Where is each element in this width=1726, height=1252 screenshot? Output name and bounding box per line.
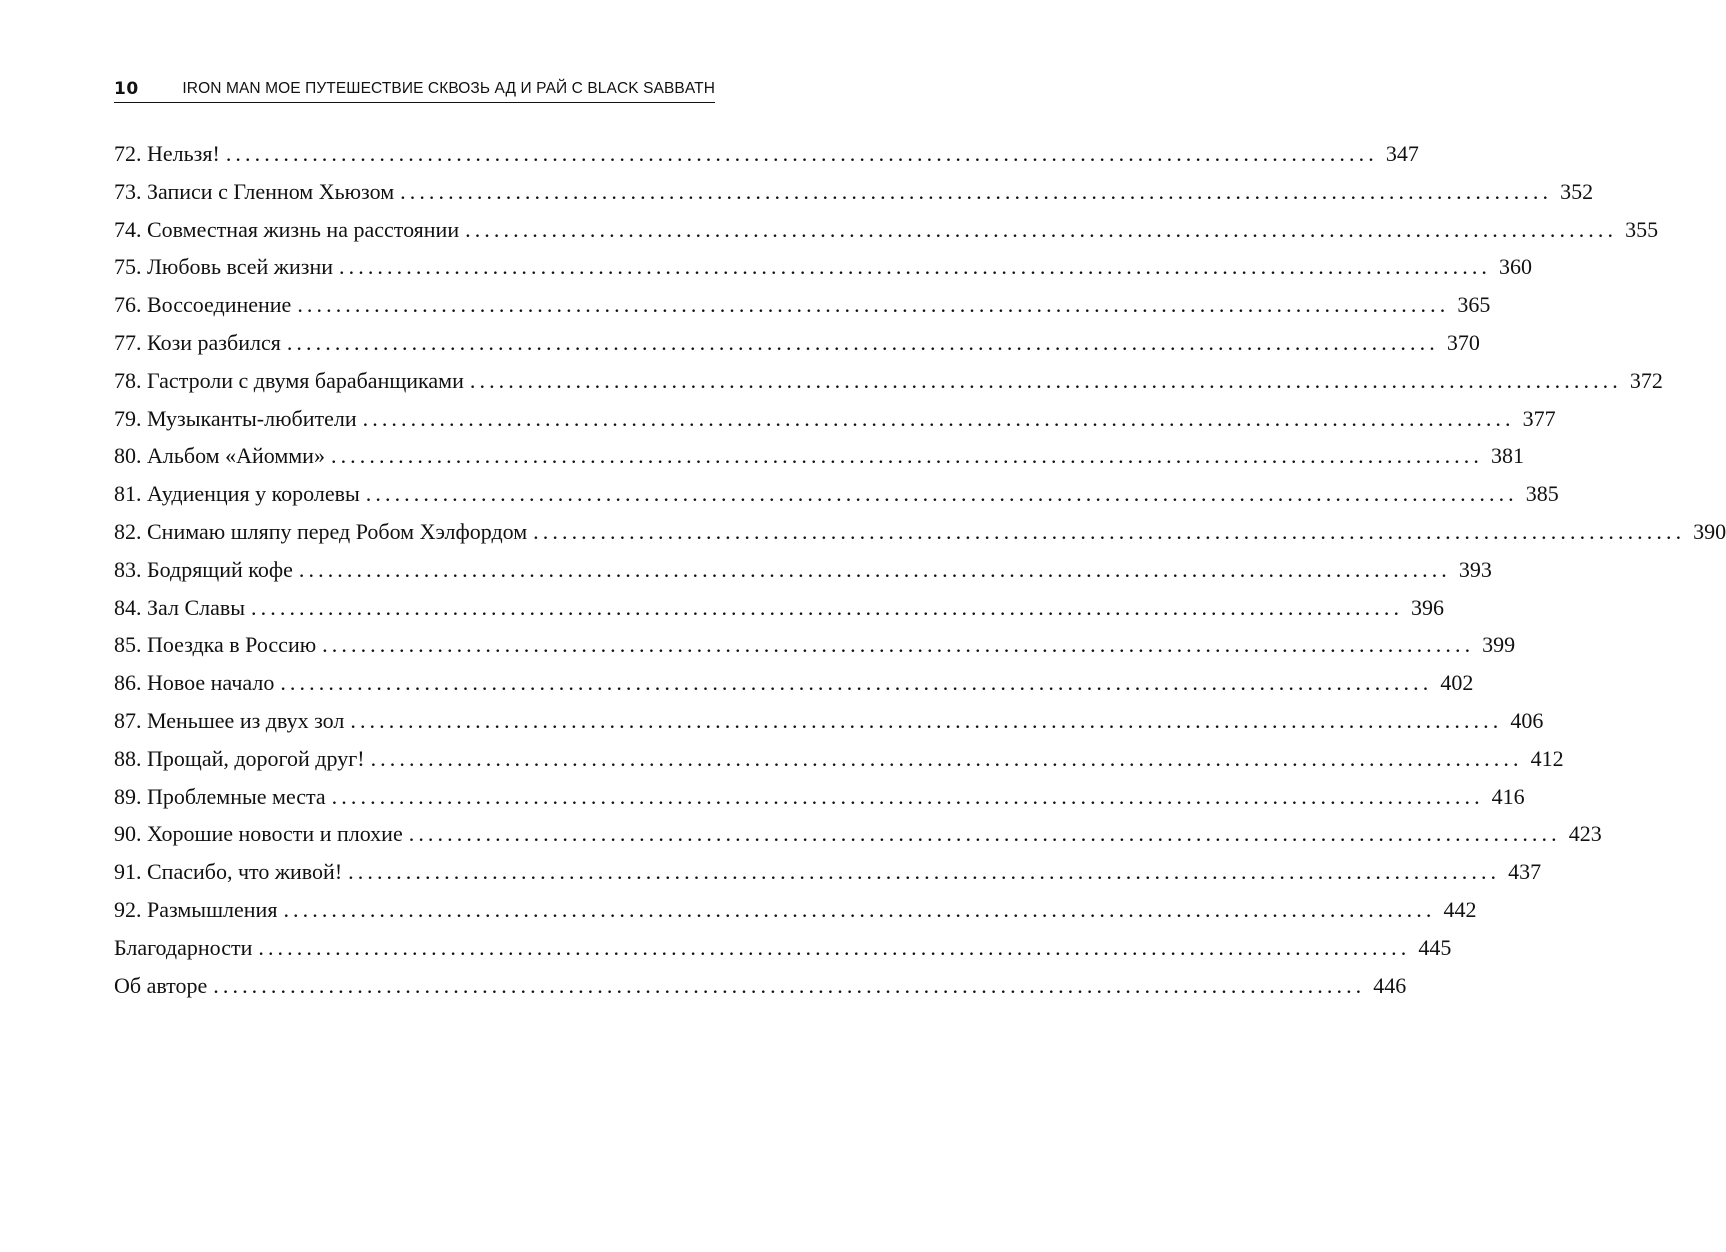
toc-entry-title: 81. Аудиенция у королевы [114,481,360,507]
toc-entry-title: 86. Новое начало [114,670,275,696]
toc-entry [114,740,1564,778]
toc-entry [114,475,1559,513]
running-header [114,76,715,103]
dot-leader: ........................................................................................................................ [533,518,1686,544]
toc-entry-page: 355 [1625,216,1659,242]
toc-entry [114,664,1474,702]
toc-entry [114,135,1419,173]
dot-leader: ........................................................................................................................ [322,632,1475,658]
toc-entry-title: 73. Записи с Гленном Хьюзом [114,178,395,204]
toc-entry [114,324,1480,362]
dot-leader: ........................................................................................................................ [297,292,1450,318]
toc-entry-title: 92. Размышления [114,896,278,922]
toc-entry-page: 360 [1499,254,1533,280]
dot-leader: ........................................................................................................................ [465,216,1618,242]
toc-entry-title: 90. Хорошие новости и плохие [114,821,403,847]
toc-entry-title: 84. Зал Славы [114,594,246,620]
dot-leader: ........................................................................................................................ [280,670,1433,696]
dot-leader: ........................................................................................................................ [400,178,1553,204]
toc-entry-page: 399 [1482,632,1516,658]
toc-entry-title: 76. Воссоединение [114,292,292,318]
toc-entry-page: 442 [1443,896,1477,922]
toc-entry-title: 89. Проблемные места [114,783,326,809]
toc-entry [114,967,1407,1005]
toc-entry [114,778,1525,816]
toc-entry-title: 91. Спасибо, что живой! [114,859,343,885]
running-title: IRON MAN МОЕ ПУТЕШЕСТВИЕ СКВОЗЬ АД И РАЙ С BLACK SABBATH [182,80,715,97]
toc-entry [114,437,1524,475]
toc-entry-page: 406 [1510,707,1544,733]
dot-leader: ........................................................................................................................ [365,481,1518,507]
toc-entry [114,211,1659,249]
toc-entry [114,853,1542,891]
toc-entry [114,513,1726,551]
dot-leader: ........................................................................................................................ [348,859,1501,885]
toc-entry-title: 75. Любовь всей жизни [114,254,334,280]
toc-entry-page: 385 [1525,481,1559,507]
dot-leader: ........................................................................................................................ [469,367,1622,393]
dot-leader: ........................................................................................................................ [258,934,1411,960]
toc-entry-title: 80. Альбом «Айомми» [114,443,325,469]
toc-entry [114,400,1556,438]
dot-leader: ........................................................................................................................ [330,443,1483,469]
dot-leader: ........................................................................................................................ [331,783,1484,809]
toc-entry-page: 402 [1440,670,1474,696]
toc-entry-page: 396 [1411,594,1445,620]
toc-entry-page: 423 [1568,821,1602,847]
toc-entry [114,248,1533,286]
toc-entry-title: 77. Кози разбился [114,329,281,355]
toc-entry [114,362,1663,400]
toc-entry [114,173,1594,211]
dot-leader: ........................................................................................................................ [350,707,1503,733]
dot-leader: ........................................................................................................................ [225,141,1378,166]
toc-entry-title: 79. Музыканты-любители [114,405,357,431]
page-number: 10 [114,79,139,99]
toc-entry-page: 437 [1508,859,1542,885]
toc-entry [114,815,1602,853]
toc-entry-page: 393 [1458,556,1492,582]
toc-entry-page: 390 [1693,518,1726,544]
dot-leader: ........................................................................................................................ [362,405,1515,431]
toc-entry-title: 87. Меньшее из двух зол [114,707,345,733]
dot-leader: ........................................................................................................................ [213,972,1366,998]
toc-entry-page: 352 [1560,178,1594,204]
toc-entry-page: 416 [1491,783,1525,809]
toc-entry-page: 445 [1418,934,1452,960]
toc-entry-title: 85. Поездка в Россию [114,632,317,658]
toc-entry-title: 74. Совместная жизнь на расстоянии [114,216,460,242]
toc-entry-title: 83. Бодрящий кофе [114,556,293,582]
toc-entry [114,626,1516,664]
toc-entry [114,891,1477,929]
toc-entry-title: 88. Прощай, дорогой друг! [114,745,365,771]
toc-entry [114,286,1491,324]
toc-entry-page: 377 [1522,405,1556,431]
toc-entry [114,551,1492,589]
toc-entry-page: 365 [1457,292,1491,318]
dot-leader: ........................................................................................................................ [408,821,1561,847]
toc-entry [114,589,1445,627]
toc-entry [114,929,1452,967]
toc-entry-title: 78. Гастроли с двумя барабанщиками [114,367,464,393]
table-of-contents [114,135,1726,1004]
toc-entry-page: 446 [1373,972,1407,998]
toc-entry-title: Благодарности [114,934,253,960]
dot-leader: ........................................................................................................................ [370,745,1523,771]
toc-entry-page: 370 [1446,329,1480,355]
dot-leader: ........................................................................................................................ [286,329,1439,355]
toc-entry-page: 347 [1385,141,1419,166]
toc-entry-title: Об авторе [114,972,208,998]
dot-leader: ........................................................................................................................ [298,556,1451,582]
toc-entry-title: 72. Нельзя! [114,141,220,166]
toc-entry [114,702,1544,740]
toc-entry-page: 372 [1629,367,1663,393]
dot-leader: ........................................................................................................................ [283,896,1436,922]
dot-leader: ........................................................................................................................ [339,254,1492,280]
toc-entry-page: 412 [1530,745,1564,771]
toc-entry-title: 82. Снимаю шляпу перед Робом Хэлфордом [114,518,528,544]
toc-entry-page: 381 [1490,443,1524,469]
dot-leader: ........................................................................................................................ [251,594,1404,620]
